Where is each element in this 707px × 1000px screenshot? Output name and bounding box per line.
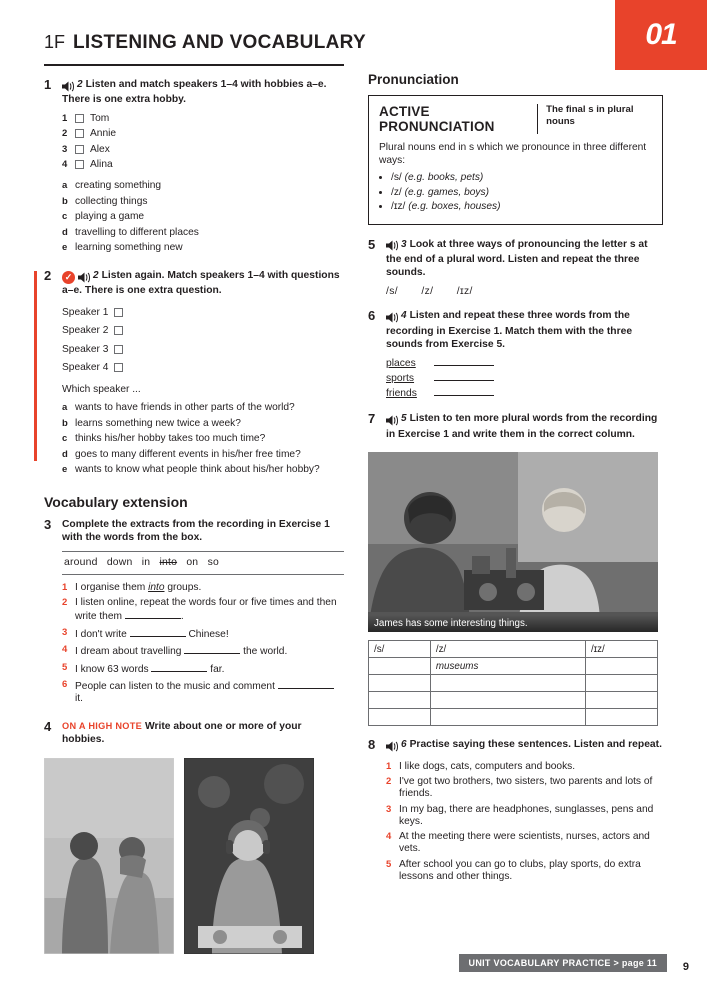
exercise-8-instruction: Practise saying these sentences. Listen and repeat.	[409, 739, 662, 751]
item-text: I organise them	[75, 581, 149, 593]
exercise-1-speakers	[62, 113, 344, 172]
speaker-label: Speaker 4	[62, 362, 109, 374]
list-item	[62, 662, 344, 676]
item-text: At the meeting there were scientists, nurses, actors and vets.	[399, 831, 650, 855]
rule-examples: (e.g. games, boys)	[404, 186, 489, 198]
exercise-5-number: 5	[368, 236, 376, 252]
on-a-high-note-badge: ON A HIGH NOTE	[62, 720, 143, 731]
item-text-post: it.	[75, 693, 83, 705]
answer-blank[interactable]	[434, 395, 494, 396]
exercise-2-questions	[62, 402, 344, 476]
list-item	[62, 196, 344, 208]
word-box-item: down	[106, 557, 133, 569]
list-item	[386, 831, 663, 855]
item-text-post: far.	[207, 663, 225, 675]
item-label: 3	[386, 803, 392, 815]
divider	[537, 104, 538, 134]
exercise-6	[368, 309, 663, 401]
answer-box[interactable]	[114, 308, 123, 317]
word: sports	[386, 373, 415, 385]
item-label: a	[62, 402, 68, 414]
list-item	[62, 627, 344, 641]
rule-item	[391, 200, 652, 213]
vocabulary-extension-heading: Vocabulary extension	[44, 493, 188, 510]
table-header-cell: /ɪz/	[585, 641, 657, 658]
table-cell[interactable]	[369, 658, 431, 675]
word-box-item: on	[186, 557, 199, 569]
exercise-2-lead: Which speaker ...	[62, 383, 141, 395]
photo-boys-robot	[368, 452, 658, 632]
exercise-7-number: 7	[368, 411, 376, 427]
photo-couple-walking	[44, 758, 174, 954]
exercise-2-speaker-boxes	[62, 306, 344, 375]
list-item	[62, 180, 344, 192]
exercise-7	[368, 412, 663, 441]
item-text: After school you can go to clubs, play sports, do extra lessons and other things.	[399, 858, 641, 882]
exercise-5-instruction: Look at three ways of pronouncing the letter s at the end of a plural word. Listen and repeat the three sounds.	[386, 238, 648, 279]
list-item[interactable]	[62, 306, 344, 320]
audio-icon[interactable]	[386, 311, 399, 324]
word-box	[62, 551, 344, 575]
list-item	[62, 418, 344, 430]
active-pronunciation-subtitle: The final s in plural nouns	[546, 104, 634, 127]
item-label: 4	[386, 831, 392, 843]
item-label: b	[62, 417, 68, 429]
footer-reference-tab[interactable]: UNIT VOCABULARY PRACTICE > page 11	[459, 954, 667, 972]
exercise-8	[368, 738, 663, 886]
item-label: 5	[386, 858, 392, 870]
active-pronunciation-title: ACTIVE PRONUNCIATION	[379, 104, 495, 134]
exercise-5	[368, 238, 663, 299]
answer-blank[interactable]	[278, 679, 334, 689]
pronunciation-heading: Pronunciation	[368, 72, 459, 87]
right-column	[368, 72, 663, 897]
table-row[interactable]	[369, 675, 658, 692]
exercise-3-instruction: Complete the extracts from the recording in Exercise 1 with the words from the box.	[62, 518, 330, 544]
sounds-table	[368, 640, 658, 726]
rule-sound: /z/	[391, 186, 402, 198]
item-text: I dream about travelling	[75, 646, 185, 658]
item-text: thinks his/her hobby takes too much time?	[75, 433, 266, 445]
item-label: 3	[62, 626, 68, 638]
table-cell[interactable]	[430, 675, 585, 692]
page-title	[44, 32, 444, 54]
rule-item	[391, 186, 652, 199]
item-text-post: the world.	[240, 646, 288, 658]
list-item	[62, 597, 344, 623]
exercise-8-number: 8	[368, 737, 376, 753]
rule-item	[391, 171, 652, 184]
answer-box[interactable]	[114, 363, 123, 372]
item-label: c	[62, 433, 68, 445]
answer-blank[interactable]	[130, 627, 186, 637]
page-number: 9	[682, 961, 689, 973]
item-text: playing a game	[75, 211, 145, 223]
exercise-4-number: 4	[44, 718, 52, 734]
table-row[interactable]	[369, 692, 658, 709]
item-text: I listen online, repeat the words four or five times and then write them	[75, 597, 337, 623]
item-text: creating something	[75, 180, 162, 192]
item-label: 4	[62, 644, 68, 656]
item-text: wants to know what people think about his/her hobby?	[75, 464, 320, 476]
word-box-item: in	[141, 557, 151, 569]
exercise-1-track: 2	[77, 79, 83, 90]
item-text: learning something new	[75, 242, 183, 254]
exercise-7-instruction: Listen to ten more plural words from the recording in Exercise 1 and write them in the correct column.	[386, 413, 658, 440]
item-label: 4	[62, 159, 68, 171]
exercise-5-track: 3	[401, 238, 407, 250]
audio-icon[interactable]	[78, 271, 91, 284]
exercise-1-hobbies	[62, 180, 344, 254]
table-cell[interactable]	[585, 692, 657, 709]
audio-icon[interactable]	[386, 740, 399, 753]
sound: /s/	[386, 285, 399, 297]
item-text-post: Chinese!	[185, 628, 229, 640]
lesson-code: 1F	[44, 32, 66, 52]
answer-box[interactable]	[75, 160, 84, 169]
unit-number-tab	[615, 0, 707, 70]
list-item	[62, 242, 344, 254]
list-item[interactable]	[62, 128, 344, 140]
answer-box[interactable]	[75, 114, 84, 123]
audio-icon[interactable]	[386, 240, 399, 253]
exercise-2	[44, 269, 344, 480]
item-text-post: .	[180, 611, 184, 623]
sound: /z/	[421, 285, 434, 297]
item-label: 2	[386, 776, 392, 788]
item-text: collecting things	[75, 195, 148, 207]
list-item	[62, 433, 344, 445]
item-label: 1	[62, 112, 68, 124]
rule-sound: /ɪz/	[391, 201, 406, 212]
sound: /ɪz/	[456, 285, 473, 297]
rule-examples: (e.g. books, pets)	[404, 172, 484, 183]
item-label: 2	[62, 597, 68, 609]
list-item[interactable]	[62, 324, 344, 338]
exercise-8-sentences	[386, 761, 663, 883]
answer-blank[interactable]	[434, 365, 494, 366]
table-row[interactable]	[369, 658, 658, 675]
exercise-2-number: 2	[44, 267, 52, 283]
exercise-2-accent-bar	[34, 271, 37, 461]
exercise-5-sounds	[386, 285, 663, 299]
unit-number: 01	[645, 18, 677, 51]
exercise-3-items	[62, 582, 344, 706]
word: friends	[386, 388, 417, 400]
item-text: I like dogs, cats, computers and books.	[399, 760, 576, 772]
item-label: 6	[62, 679, 68, 691]
lesson-title: LISTENING AND VOCABULARY	[73, 32, 366, 53]
list-item	[62, 227, 344, 239]
exercise-2-track: 2	[93, 269, 99, 281]
table-cell[interactable]	[585, 658, 657, 675]
table-header-cell: /z/	[430, 641, 585, 658]
word-box-item-crossed: into	[159, 557, 178, 569]
photo-caption: James has some interesting things.	[368, 615, 658, 632]
speaker-label: Speaker 3	[62, 343, 109, 355]
header-divider	[44, 64, 344, 66]
table-cell[interactable]	[369, 692, 431, 709]
item-text: I know 63 words	[75, 663, 152, 675]
item-label: d	[62, 226, 68, 238]
exercise-6-number: 6	[368, 308, 376, 324]
item-label: b	[62, 195, 68, 207]
item-label: a	[62, 180, 68, 192]
table-cell[interactable]	[430, 692, 585, 709]
item-label: e	[62, 242, 68, 254]
list-item	[62, 211, 344, 223]
item-text: In my bag, there are headphones, sunglasses, pens and keys.	[399, 803, 654, 827]
item-label: c	[62, 211, 68, 223]
exercise-1	[44, 78, 344, 258]
item-label: 1	[386, 760, 392, 772]
speaker-label: Speaker 2	[62, 325, 109, 337]
photo-dj	[184, 758, 314, 954]
speaker-label: Speaker 1	[62, 306, 109, 318]
table-cell[interactable]	[369, 709, 431, 726]
exercise-6-track: 4	[401, 310, 407, 322]
exercise-1-number: 1	[44, 77, 52, 92]
audio-icon[interactable]	[62, 80, 75, 93]
list-item	[386, 761, 663, 773]
item-text: wants to have friends in other parts of the world?	[75, 402, 295, 414]
answer-blank[interactable]	[151, 662, 207, 672]
table-cell[interactable]: museums	[430, 658, 585, 675]
list-item	[386, 776, 663, 800]
exercise-6-words	[386, 356, 663, 401]
word-box-item: so	[207, 557, 219, 569]
rule-examples: (e.g. boxes, houses)	[408, 201, 501, 212]
photo-row	[44, 758, 344, 954]
word-box-item: around	[64, 557, 98, 569]
check-icon: ✓	[62, 271, 75, 284]
item-text: learns something new twice a week?	[75, 417, 241, 429]
exercise-1-instruction: Listen and match speakers 1–4 with hobbies a–e. There is one extra hobby.	[62, 79, 327, 106]
list-item[interactable]	[62, 159, 344, 171]
exercise-3-number: 3	[44, 516, 52, 532]
item-text: Alex	[90, 143, 110, 155]
list-item	[62, 679, 344, 705]
item-label: e	[62, 464, 68, 476]
list-item	[62, 644, 344, 658]
list-item[interactable]	[62, 144, 344, 156]
answer-box[interactable]	[114, 345, 123, 354]
exercise-8-track: 6	[401, 739, 407, 751]
item-text: Alina	[90, 159, 113, 171]
answer-box[interactable]	[75, 129, 84, 138]
list-item	[62, 464, 344, 476]
list-item	[386, 859, 663, 883]
item-label: d	[62, 448, 68, 460]
table-header-cell: /s/	[369, 641, 431, 658]
item-text: goes to many different events in his/her free time?	[75, 448, 301, 460]
table-cell[interactable]	[369, 675, 431, 692]
item-label: 5	[62, 661, 68, 673]
item-label: 1	[62, 581, 68, 593]
audio-icon[interactable]	[386, 414, 399, 427]
exercise-3	[44, 518, 344, 709]
exercise-4-instruction: Write about one or more of your hobbies.	[62, 720, 302, 746]
item-text: Tom	[90, 112, 110, 124]
list-item[interactable]	[62, 113, 344, 125]
answer-blank[interactable]	[125, 609, 181, 619]
item-label: 3	[62, 143, 68, 155]
answer-box[interactable]	[75, 145, 84, 154]
table-row[interactable]	[369, 709, 658, 726]
table-cell[interactable]	[585, 709, 657, 726]
list-item[interactable]	[62, 361, 344, 375]
list-item	[62, 402, 344, 414]
item-answer: into	[148, 581, 165, 593]
list-item	[386, 804, 663, 828]
answer-blank[interactable]	[434, 380, 494, 381]
list-item[interactable]	[62, 343, 344, 357]
answer-blank[interactable]	[184, 644, 240, 654]
table-cell[interactable]	[430, 709, 585, 726]
word: places	[386, 358, 416, 370]
item-text: People can listen to the music and comment	[75, 681, 278, 693]
item-text: Annie	[90, 128, 117, 140]
item-text-post: groups.	[164, 581, 202, 593]
table-cell[interactable]	[585, 675, 657, 692]
left-column	[44, 78, 344, 954]
exercise-6-instruction: Listen and repeat these three words from the recording in Exercise 1. Match them with the three sounds from Exercise 5.	[386, 310, 633, 351]
item-text: travelling to different places	[75, 226, 199, 238]
item-text: I've got two brothers, two sisters, two parents and lots of friends.	[399, 776, 653, 800]
answer-box[interactable]	[114, 326, 123, 335]
active-pronunciation-intro: Plural nouns end in s which we pronounce in three different ways:	[379, 142, 647, 166]
item-text: I don't write	[75, 628, 130, 640]
active-pronunciation-box	[368, 95, 663, 225]
list-item	[62, 582, 344, 594]
item-label: 2	[62, 128, 68, 140]
list-item	[62, 449, 344, 461]
exercise-2-instruction: Listen again. Match speakers 1–4 with questions a–e. There is one extra question.	[62, 269, 340, 297]
exercise-4	[44, 720, 344, 747]
rule-sound: /s/	[391, 172, 402, 183]
exercise-7-track: 5	[401, 413, 407, 425]
table-header-row	[369, 641, 658, 658]
